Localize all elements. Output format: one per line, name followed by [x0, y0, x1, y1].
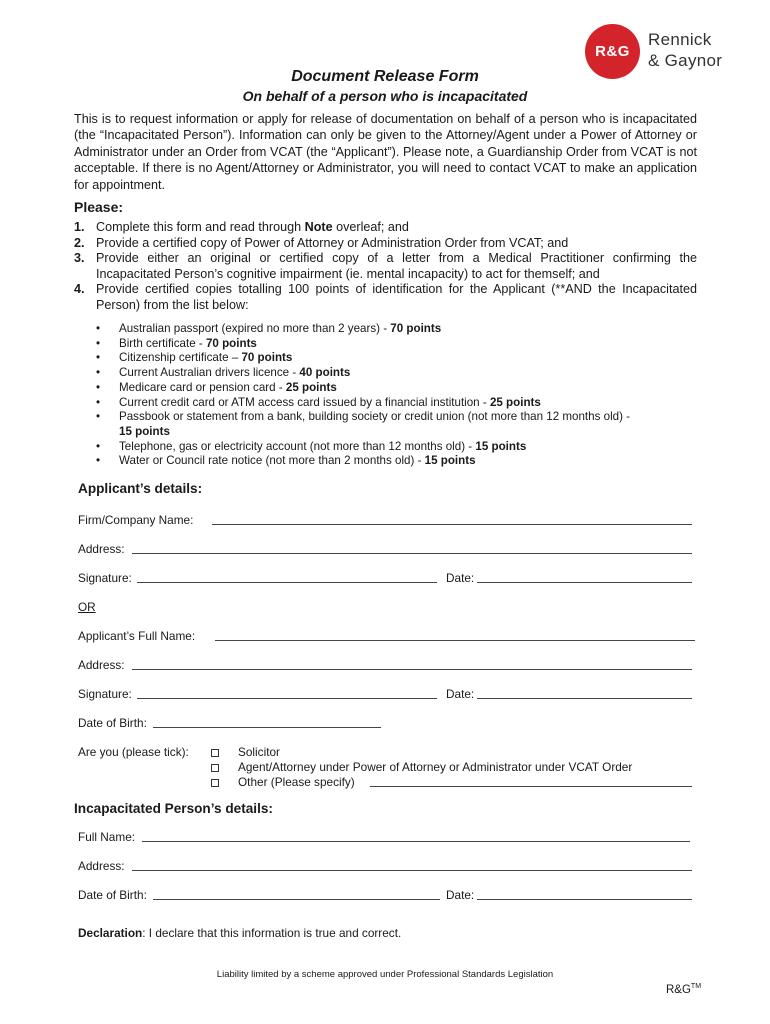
id-doc-points: 70 points: [390, 322, 442, 335]
step-text: Complete this form and read through: [96, 220, 305, 234]
id-doc-points: 15 points: [119, 424, 170, 438]
step-text: Provide certified copies totalling 100 points of identification for the Applicant (**AND the Incapacitated Person) from the list below:: [96, 282, 697, 312]
tick-prompt-label: Are you (please tick):: [78, 745, 189, 759]
id-doc-text: Australian passport (expired no more than 2 years) -: [119, 322, 391, 335]
applicant-date2-label: Date:: [446, 687, 475, 701]
applicant-address-label: Address:: [78, 542, 125, 556]
id-doc-points: 15 points: [424, 454, 476, 468]
id-doc-points: 25 points: [489, 395, 541, 409]
applicant-date-label: Date:: [446, 571, 475, 585]
applicant-details-heading: Applicant’s details:: [78, 481, 203, 496]
step-number: 1.: [74, 220, 85, 234]
incapacitated-date-field[interactable]: [477, 899, 692, 900]
list-item: [96, 322, 700, 337]
step-number: 3.: [74, 251, 85, 266]
other-option-label: Other (Please specify): [238, 775, 355, 789]
incapacitated-full-name-field[interactable]: [142, 841, 690, 842]
applicant-signature-field[interactable]: [137, 582, 437, 583]
other-checkbox[interactable]: [211, 779, 219, 787]
list-item: [96, 381, 700, 396]
id-doc-points: 25 points: [285, 380, 337, 394]
applicant-dob-label: Date of Birth:: [78, 716, 147, 730]
applicant-full-name-field[interactable]: [215, 640, 695, 641]
agent-attorney-option-label: Agent/Attorney under Power of Attorney or Administrator under VCAT Order: [238, 760, 633, 774]
list-item: [96, 396, 700, 411]
list-item: [96, 351, 700, 366]
page-subtitle: On behalf of a person who is incapacitated: [242, 88, 528, 104]
step-text: Provide a certified copy of Power of Attorney or Administration Order from VCAT; and: [96, 235, 569, 250]
firm-name-label: Firm/Company Name:: [78, 513, 194, 527]
firm-name-field[interactable]: [212, 524, 692, 525]
applicant-signature-label: Signature:: [78, 571, 132, 585]
or-divider-label: OR: [78, 600, 96, 614]
instruction-steps: [74, 220, 697, 314]
step-text-after: overleaf; and: [332, 220, 409, 234]
id-doc-text: Current credit card or ATM access card issued by a financial institution -: [119, 395, 490, 409]
id-doc-points: 15 points: [475, 439, 527, 453]
id-doc-points: 70 points: [205, 336, 257, 350]
applicant-address-field[interactable]: [132, 553, 692, 554]
applicant-date2-field[interactable]: [477, 698, 692, 699]
logo-line-gaynor: & Gaynor: [648, 51, 723, 70]
id-doc-points: 40 points: [299, 366, 351, 380]
incapacitated-date-label: Date:: [446, 888, 475, 902]
id-doc-text: Current Australian drivers licence -: [119, 366, 300, 380]
incapacitated-full-name-label: Full Name:: [78, 830, 136, 844]
id-doc-text: Telephone, gas or electricity account (not more than 12 months old) -: [119, 439, 476, 453]
other-specify-field[interactable]: [370, 786, 692, 787]
id-doc-text: Passbook or statement from a bank, building society or credit union (not more than 12 months old) -: [119, 410, 631, 424]
applicant-signature2-field[interactable]: [137, 698, 437, 699]
incapacitated-address-label: Address:: [78, 859, 125, 873]
list-item: [96, 337, 700, 352]
footer-mark-text: R&G: [666, 983, 691, 996]
footer-trademark: [666, 983, 701, 996]
step-item: [74, 251, 697, 282]
id-points-list: [96, 322, 700, 469]
incapacitated-details-heading: Incapacitated Person’s details:: [74, 801, 273, 816]
id-doc-text: Citizenship certificate –: [119, 351, 242, 365]
list-item: [96, 454, 700, 469]
page-title: Document Release Form: [291, 68, 479, 85]
solicitor-option-label: Solicitor: [238, 745, 280, 759]
applicant-signature2-label: Signature:: [78, 687, 132, 701]
incapacitated-dob-label: Date of Birth:: [78, 888, 147, 902]
list-item: [96, 366, 700, 381]
applicant-full-name-label: Applicant’s Full Name:: [78, 629, 196, 643]
id-doc-text: Medicare card or pension card -: [119, 380, 286, 394]
id-doc-text: Water or Council rate notice (not more than 2 months old) -: [119, 454, 425, 468]
applicant-dob-field[interactable]: [153, 727, 381, 728]
list-item: [96, 440, 700, 455]
step-item: [74, 236, 697, 252]
step-text: Provide either an original or certified copy of a letter from a Medical Practitioner confirming the Incapacitated Person’s cognitive impairment (ie. mental incapacity) to act for themself; and: [96, 251, 697, 281]
please-heading: Please:: [74, 199, 124, 215]
solicitor-checkbox[interactable]: [211, 749, 219, 757]
id-doc-points: 70 points: [241, 351, 293, 365]
declaration-label: Declaration: [78, 926, 143, 940]
step-number: 4.: [74, 282, 85, 297]
agent-attorney-checkbox[interactable]: [211, 764, 219, 772]
applicant-address2-field[interactable]: [132, 669, 692, 670]
footer-liability: Liability limited by a scheme approved under Professional Standards Legislation: [216, 969, 554, 980]
applicant-date-field[interactable]: [477, 582, 692, 583]
step-bold-text: Note: [304, 220, 333, 234]
logo-monogram: R&G: [585, 24, 640, 79]
step-item: [74, 282, 697, 313]
id-doc-text: Birth certificate -: [119, 336, 206, 350]
declaration-statement: [78, 926, 401, 940]
footer-tm: TM: [690, 983, 702, 990]
logo-line-rennick: Rennick: [648, 30, 712, 49]
list-item: [96, 410, 700, 439]
applicant-address2-label: Address:: [78, 658, 125, 672]
step-item: [74, 220, 697, 236]
incapacitated-dob-field[interactable]: [153, 899, 440, 900]
incapacitated-address-field[interactable]: [132, 870, 692, 871]
intro-paragraph: This is to request information or apply for release of documentation on behalf of a person who is incapacitated (the “Incapacitated Person”). Information can only be given to the Attorney/Agent under a Power of Attorney or Administrator under an Order from VCAT (the “Applicant”). Please note, a Guardianship Order from VCAT is not acceptable. If there is no Agent/Attorney or Administrator, you will need to contact VCAT to make an application for appointment.: [74, 112, 697, 192]
declaration-text: : I declare that this information is true and correct.: [142, 926, 402, 940]
step-number: 2.: [74, 235, 85, 250]
